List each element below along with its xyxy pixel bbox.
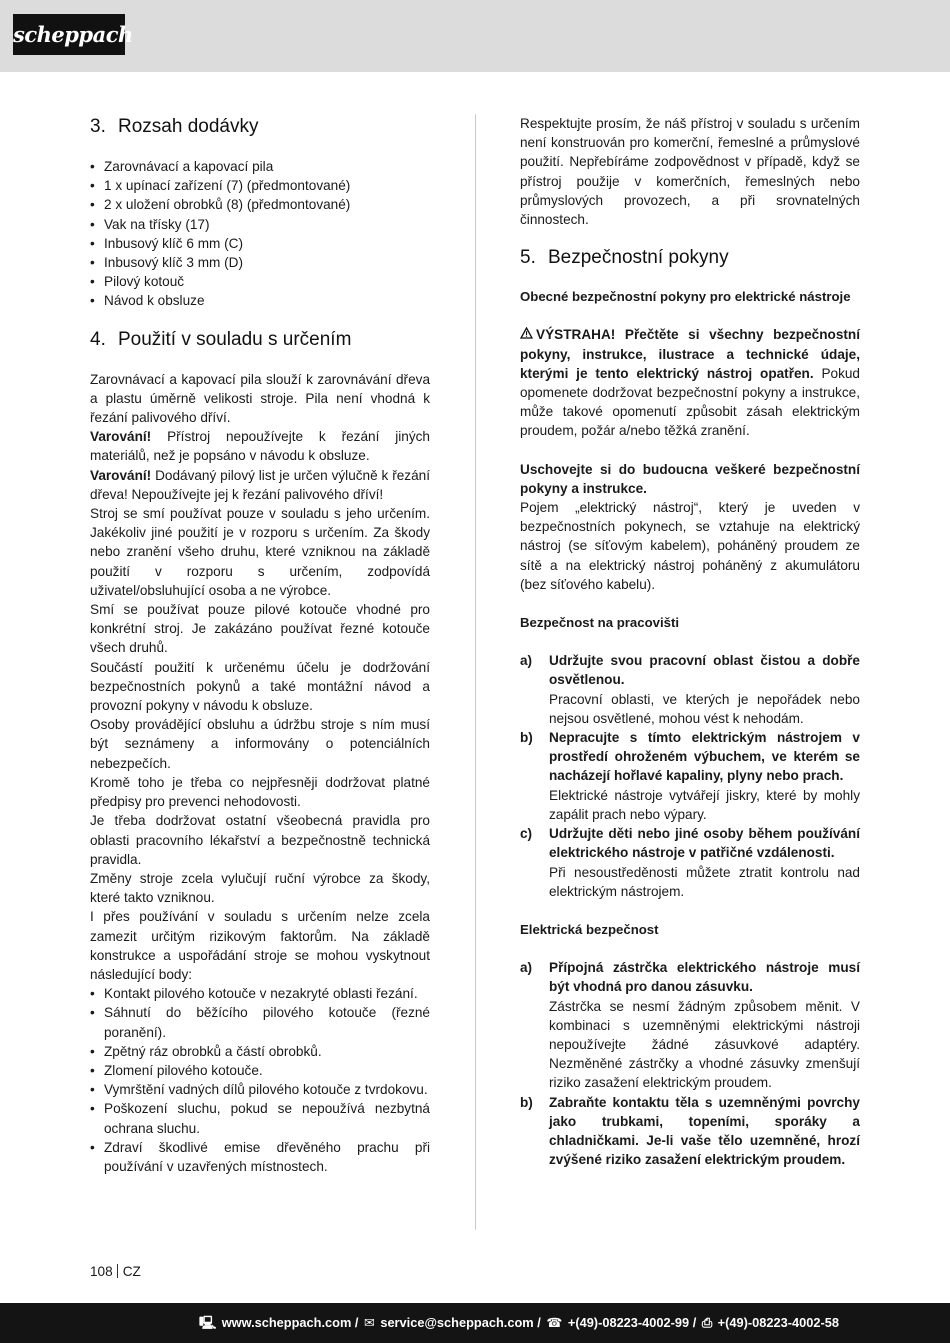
list-item: • Kontakt pilového kotouče v nezakryté oblasti řezání. [90,984,430,1003]
column-divider [475,114,476,1230]
subheading-general: Obecné bezpečnostní pokyny pro elektrické nástroje [520,289,851,305]
risk-list [90,984,430,1176]
paragraph: I přes používání v souladu s určením nelze zcela zamezit určitým rizikovým faktorům. Na základě konstrukce a uspořádání stroje se mohou vyskytnout následující body: [90,909,430,982]
list-item: • Zarovnávací a kapovací pila [90,157,430,176]
right-column [520,114,860,1169]
phone-icon: ☎ [546,1315,563,1330]
paragraph: Osoby provádějící obsluhu a údržbu stroje s ním musí být seznámeny a informovány o potenciálních nebezpečích. [90,717,430,771]
paragraph: Smí se používat pouze pilové kotouče vhodné pro konkrétní stroj. Je zakázáno používat řezné kotouče všech druhů. [90,602,430,656]
email-link[interactable]: service@scheppach.com / [380,1315,541,1330]
list-item: c) Udržujte děti nebo jiné osoby během používání elektrického nástroje v patřičné vzdálenosti. Při nesoustředěnosti můžete ztratit kontrolu nad elektrickým nástrojem. [520,826,860,899]
paragraph: Kromě toho je třeba co nejpřesněji dodržovat platné předpisy pro prevenci nehodovosti. [90,774,430,810]
warning-paragraph: Varování! Dodávaný pilový list je určen výlučně k řezání dřeva! Nepoužívejte jej k řezání palivového dříví! [90,467,430,502]
computer-icon: 🖳 [199,1315,217,1330]
keep-instructions-heading: Uschovejte si do budoucna veškeré bezpečnostní pokyny a instrukce. [520,461,860,496]
paragraph: Stroj se smí používat pouze v souladu s jeho určením. Jakékoliv jiné použití je v rozporu s určením. Za škody nebo zranění všeho druhu, které vzniknou na základě použití v rozporu s určením, zodpovídá uživatel/obsluhující osoba a ne výrobce. [90,506,430,598]
list-item: • Vymrštění vadných dílů pilového kotouče z tvrdokovu. [90,1080,430,1099]
workplace-list [520,651,860,901]
section-3-heading: 3. Rozsah dodávky [90,116,259,137]
paragraph: Je třeba dodržovat ostatní všeobecná pravidla pro oblasti pracovního lékařství a bezpečnostně technická pravidla. [90,813,430,867]
page-number: 108 CZ [90,1264,141,1279]
section-5-heading: 5. Bezpečnostní pokyny [520,247,729,269]
mail-icon: ✉ [364,1315,375,1330]
scheppach-logo[interactable]: scheppach [13,14,125,55]
list-item: • Návod k obsluze [90,291,430,310]
subheading-electrical: Elektrická bezpečnost [520,921,659,937]
list-item: • Inbusový klíč 6 mm (C) [90,234,430,253]
paragraph: Součástí použití k určenému účelu je dodržování bezpečnostních pokynů a také montážní návod a provozní pokyny v návodu k obsluze. [90,659,430,714]
warning-paragraph: Varování! Přístroj nepoužívejte k řezání jiných materiálů, než je popsáno v návodu k obsluze. [90,429,430,464]
list-item: a) Přípojná zástrčka elektrického nástroje musí být vhodná pro danou zásuvku. Zástrčka se nesmí žádným způsobem měnit. V kombinaci s uzemněnými elektrickými nástroji nepoužívejte žádné zásuvkové adaptéry. Nezměněné zástrčky a vhodné zásuvky zmenšují riziko zasažení elektrickým proudem. [520,960,860,1091]
paragraph: Zarovnávací a kapovací pila slouží k zarovnávání dřeva a plastu úměrně velikosti stroje. Pila není vhodná k řezání palivového dříví. [90,371,430,426]
list-item: • Zdraví škodlivé emise dřevěného prachu při používání v uzavřených místnostech. [90,1138,430,1176]
list-item: • Sáhnutí do běžícího pilového kotouče (řezné poranění). [90,1003,430,1041]
delivery-list [90,157,430,311]
electrical-list [520,958,860,1169]
paragraph: Pojem „elektrický nástroj“, který je uveden v bezpečnostních pokynech, se vztahuje na elektrický nástroj (se síťovým kabelem), poháněný proudem ze sítě a na elektrický nástroj poháněný z akumulátoru (bez síťového kabelu). [520,500,860,592]
warning-block: VÝSTRAHA! Přečtěte si všechny bezpečnostní pokyny, instrukce, ilustrace a technické údaje, kterými je tento elektrický nástroj opatřen. Pokud opomenete dodržovat bezpečnostní pokyny a instrukce, může takové opomenutí způsobit zásah elektrickým proudem, požár a/nebo těžká zranění. [520,327,860,439]
fax-number: +(49)-08223-4002-58 [717,1315,839,1330]
phone-number: +(49)-08223-4002-99 / [567,1315,697,1330]
paragraph: Změny stroje zcela vylučují ruční výrobce za škody, které takto vzniknou. [90,870,430,906]
list-item: • Poškození sluchu, pokud se nepoužívá nezbytná ochrana sluchu. [90,1099,430,1137]
list-item: • Zpětný ráz obrobků a částí obrobků. [90,1042,430,1061]
website-link[interactable]: www.scheppach.com / [221,1315,359,1330]
footer-bar [0,1303,950,1343]
list-item: • 2 x uložení obrobků (8) (předmontované) [90,195,430,214]
header-band [0,0,950,72]
warning-triangle-icon [520,325,536,344]
list-item: b) Zabraňte kontaktu těla s uzemněnými povrchy jako trubkami, topeními, sporáky a chladničkami. Je-li vaše tělo uzemněné, hrozí zvýšené riziko zasažení elektrickým proudem. [520,1094,860,1168]
paragraph: Respektujte prosím, že náš přístroj v souladu s určením není konstruován pro komerční, řemeslné a průmyslové použití. Nepřebíráme zodpovědnost v případě, když se přístroj použije v komerčních, řemeslných nebo průmyslových provozech, a při srovnatelných činnostech. [520,116,860,228]
list-item: • 1 x upínací zařízení (7) (předmontované) [90,176,430,195]
list-item: • Inbusový klíč 3 mm (D) [90,253,430,272]
list-item: • Vak na třísky (17) [90,215,430,234]
list-item: a) Udržujte svou pracovní oblast čistou a dobře osvětlenou. Pracovní oblasti, ve kterých je nepořádek nebo nejsou osvětlené, mohou vést k nehodám. [520,653,860,726]
list-item: • Pilový kotouč [90,272,430,291]
left-column [90,114,430,1176]
fax-icon: ⎙ [701,1315,713,1330]
list-item: b) Nepracujte s tímto elektrickým nástrojem v prostředí ohroženém výbuchem, ve kterém se nacházejí hořlavé kapaliny, plyny nebo prach. Elektrické nástroje vytvářejí jiskry, které by mohly zapálit prach nebo výpary. [520,730,860,822]
subheading-workplace: Bezpečnost na pracovišti [520,615,680,631]
section-4-heading: 4. Použití v souladu s určením [90,328,352,350]
list-item: • Zlomení pilového kotouče. [90,1061,430,1080]
